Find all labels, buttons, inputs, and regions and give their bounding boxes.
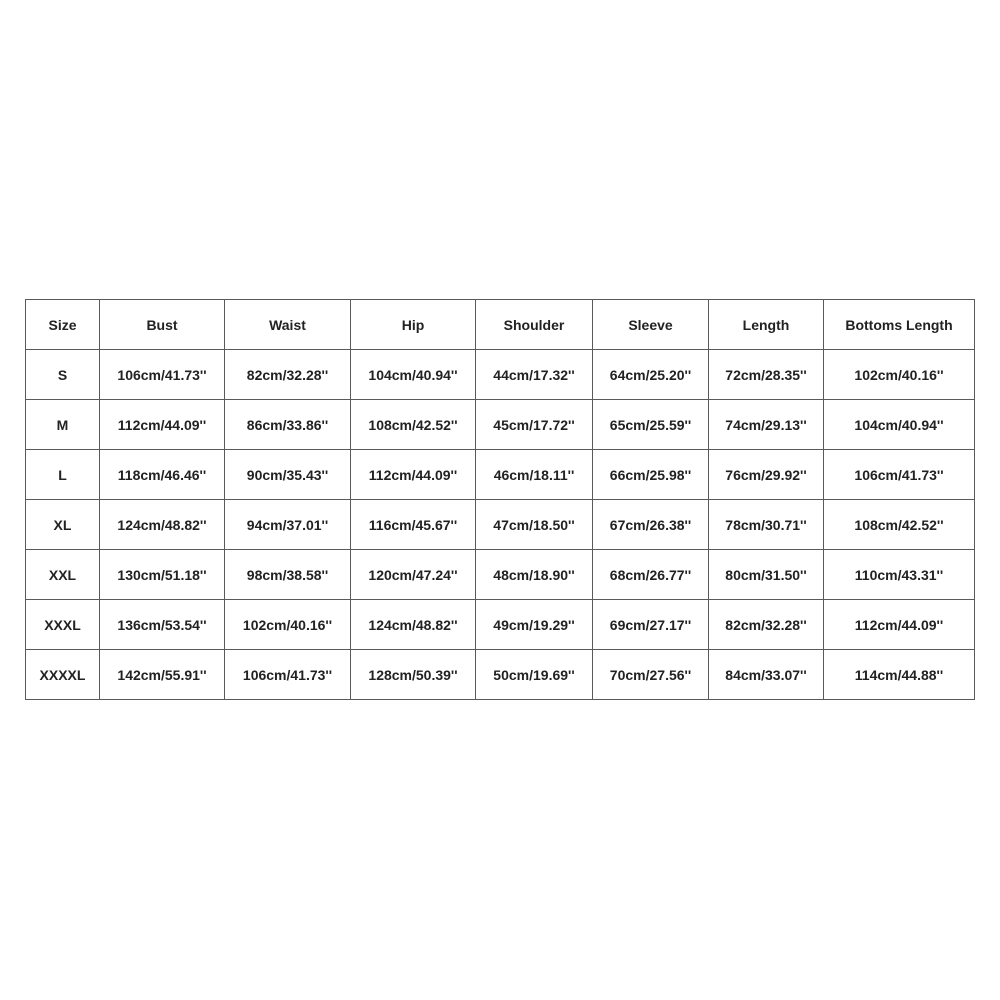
sleeve-cell: 64cm/25.20'' xyxy=(593,350,709,400)
length-cell: 76cm/29.92'' xyxy=(709,450,824,500)
waist-cell: 102cm/40.16'' xyxy=(225,600,351,650)
table-row xyxy=(26,400,975,450)
shoulder-cell: 46cm/18.11'' xyxy=(476,450,593,500)
length-cell: 82cm/32.28'' xyxy=(709,600,824,650)
shoulder-cell: 44cm/17.32'' xyxy=(476,350,593,400)
waist-cell: 86cm/33.86'' xyxy=(225,400,351,450)
column-header-hip: Hip xyxy=(351,300,476,350)
bust-cell: 124cm/48.82'' xyxy=(100,500,225,550)
bust-cell: 136cm/53.54'' xyxy=(100,600,225,650)
shoulder-cell: 47cm/18.50'' xyxy=(476,500,593,550)
table-row xyxy=(26,650,975,700)
hip-cell: 112cm/44.09'' xyxy=(351,450,476,500)
bottoms-length-cell: 104cm/40.94'' xyxy=(824,400,975,450)
length-cell: 72cm/28.35'' xyxy=(709,350,824,400)
sleeve-cell: 66cm/25.98'' xyxy=(593,450,709,500)
column-header-bottoms-length: Bottoms Length xyxy=(824,300,975,350)
header-row xyxy=(26,300,975,350)
size-cell: XXXL xyxy=(26,600,100,650)
column-header-length: Length xyxy=(709,300,824,350)
size-chart-table xyxy=(25,299,975,700)
hip-cell: 108cm/42.52'' xyxy=(351,400,476,450)
shoulder-cell: 45cm/17.72'' xyxy=(476,400,593,450)
size-cell: M xyxy=(26,400,100,450)
hip-cell: 104cm/40.94'' xyxy=(351,350,476,400)
hip-cell: 120cm/47.24'' xyxy=(351,550,476,600)
sleeve-cell: 69cm/27.17'' xyxy=(593,600,709,650)
bottoms-length-cell: 106cm/41.73'' xyxy=(824,450,975,500)
table-row xyxy=(26,600,975,650)
column-header-waist: Waist xyxy=(225,300,351,350)
sleeve-cell: 65cm/25.59'' xyxy=(593,400,709,450)
bottoms-length-cell: 102cm/40.16'' xyxy=(824,350,975,400)
waist-cell: 90cm/35.43'' xyxy=(225,450,351,500)
bottoms-length-cell: 110cm/43.31'' xyxy=(824,550,975,600)
table-row xyxy=(26,500,975,550)
shoulder-cell: 50cm/19.69'' xyxy=(476,650,593,700)
bottoms-length-cell: 112cm/44.09'' xyxy=(824,600,975,650)
hip-cell: 116cm/45.67'' xyxy=(351,500,476,550)
size-cell: L xyxy=(26,450,100,500)
bottoms-length-cell: 114cm/44.88'' xyxy=(824,650,975,700)
length-cell: 80cm/31.50'' xyxy=(709,550,824,600)
shoulder-cell: 48cm/18.90'' xyxy=(476,550,593,600)
length-cell: 84cm/33.07'' xyxy=(709,650,824,700)
waist-cell: 82cm/32.28'' xyxy=(225,350,351,400)
length-cell: 74cm/29.13'' xyxy=(709,400,824,450)
shoulder-cell: 49cm/19.29'' xyxy=(476,600,593,650)
bust-cell: 142cm/55.91'' xyxy=(100,650,225,700)
table-row xyxy=(26,350,975,400)
waist-cell: 98cm/38.58'' xyxy=(225,550,351,600)
waist-cell: 106cm/41.73'' xyxy=(225,650,351,700)
bottoms-length-cell: 108cm/42.52'' xyxy=(824,500,975,550)
sleeve-cell: 67cm/26.38'' xyxy=(593,500,709,550)
bust-cell: 130cm/51.18'' xyxy=(100,550,225,600)
size-cell: S xyxy=(26,350,100,400)
column-header-size: Size xyxy=(26,300,100,350)
column-header-shoulder: Shoulder xyxy=(476,300,593,350)
column-header-bust: Bust xyxy=(100,300,225,350)
sleeve-cell: 70cm/27.56'' xyxy=(593,650,709,700)
size-cell: XXXXL xyxy=(26,650,100,700)
table-row xyxy=(26,550,975,600)
waist-cell: 94cm/37.01'' xyxy=(225,500,351,550)
size-cell: XXL xyxy=(26,550,100,600)
hip-cell: 124cm/48.82'' xyxy=(351,600,476,650)
hip-cell: 128cm/50.39'' xyxy=(351,650,476,700)
length-cell: 78cm/30.71'' xyxy=(709,500,824,550)
bust-cell: 106cm/41.73'' xyxy=(100,350,225,400)
table-row xyxy=(26,450,975,500)
sleeve-cell: 68cm/26.77'' xyxy=(593,550,709,600)
bust-cell: 112cm/44.09'' xyxy=(100,400,225,450)
size-cell: XL xyxy=(26,500,100,550)
column-header-sleeve: Sleeve xyxy=(593,300,709,350)
bust-cell: 118cm/46.46'' xyxy=(100,450,225,500)
